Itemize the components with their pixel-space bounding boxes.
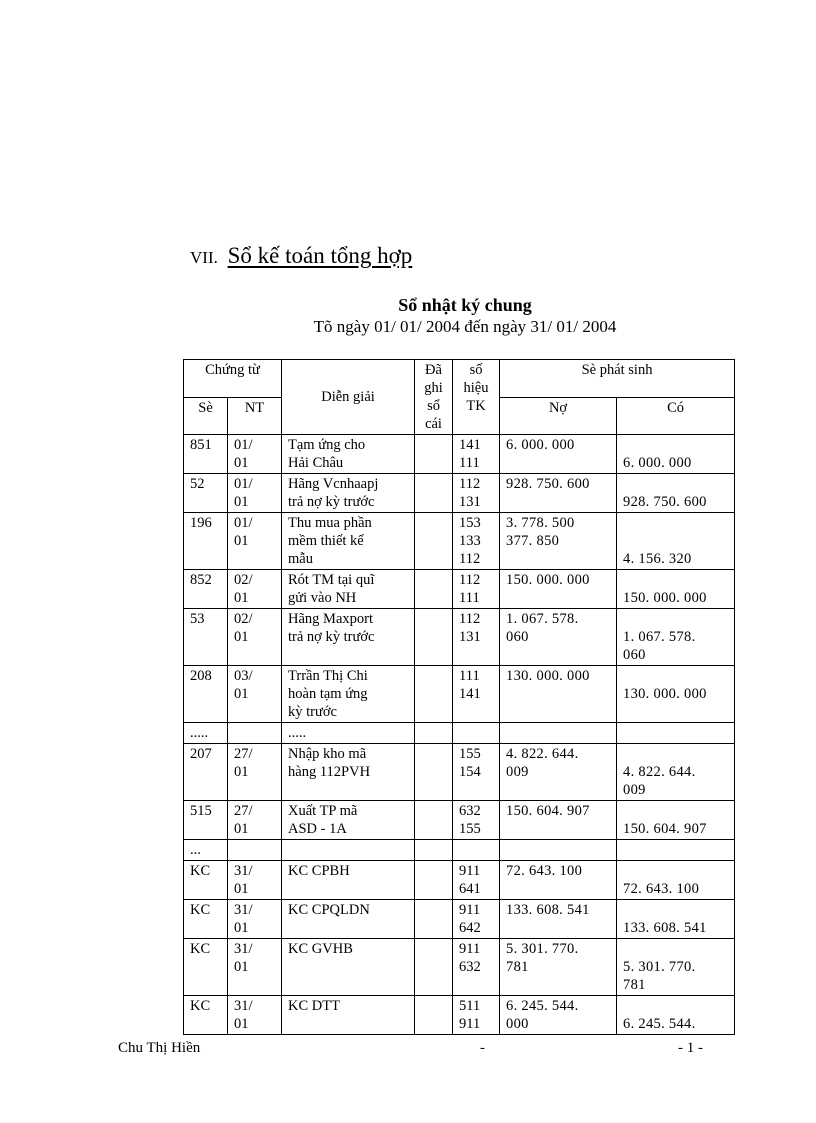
header-se: Sè	[184, 397, 228, 435]
cell-da-ghi-so-cai	[415, 861, 453, 900]
cell-so-chung-tu: 208	[184, 666, 228, 723]
cell-da-ghi-so-cai	[415, 801, 453, 840]
cell-ngay-chung-tu: 31/ 01	[228, 861, 282, 900]
cell-no: 130. 000. 000	[500, 666, 617, 723]
header-co: Có	[617, 397, 735, 435]
cell-so-hieu-tk: 141 111	[453, 435, 500, 474]
header-so-hieu-tk: số hiệu TK	[453, 360, 500, 435]
cell-no: 150. 000. 000	[500, 570, 617, 609]
header-so-phat-sinh: Sè phát sinh	[500, 360, 735, 398]
cell-so-hieu-tk	[453, 723, 500, 744]
cell-no: 4. 822. 644. 009	[500, 744, 617, 801]
footer-separator: -	[480, 1040, 485, 1056]
cell-so-chung-tu: 852	[184, 570, 228, 609]
cell-ngay-chung-tu: 31/ 01	[228, 939, 282, 996]
cell-dien-giai: Rót TM tại quĩ gửi vào NH	[282, 570, 415, 609]
cell-da-ghi-so-cai	[415, 744, 453, 801]
header-nt: NT	[228, 397, 282, 435]
cell-ngay-chung-tu: 03/ 01	[228, 666, 282, 723]
table-row	[184, 744, 735, 801]
cell-da-ghi-so-cai	[415, 474, 453, 513]
cell-no: 3. 778. 500 377. 850	[500, 513, 617, 570]
cell-da-ghi-so-cai	[415, 840, 453, 861]
cell-co: 72. 643. 100	[617, 861, 735, 900]
cell-co	[617, 840, 735, 861]
cell-co: 150. 000. 000	[617, 570, 735, 609]
cell-so-hieu-tk: 911 641	[453, 861, 500, 900]
cell-no	[500, 840, 617, 861]
cell-dien-giai: Trrần Thị Chi hoàn tạm ứng kỳ trước	[282, 666, 415, 723]
cell-ngay-chung-tu: 27/ 01	[228, 744, 282, 801]
header-da-ghi-so-cai: Đã ghi sổ cái	[415, 360, 453, 435]
cell-dien-giai: KC DTT	[282, 996, 415, 1035]
cell-so-hieu-tk: 112 131	[453, 474, 500, 513]
cell-so-hieu-tk: 632 155	[453, 801, 500, 840]
cell-da-ghi-so-cai	[415, 996, 453, 1035]
section-title: Sổ kế toán tổng hợp	[227, 243, 413, 268]
cell-so-hieu-tk: 911 632	[453, 939, 500, 996]
table-row	[184, 609, 735, 666]
cell-no: 5. 301. 770. 781	[500, 939, 617, 996]
cell-dien-giai	[282, 840, 415, 861]
table-row	[184, 996, 735, 1035]
cell-dien-giai: Hãng Vcnhaapj trả nợ kỳ trước	[282, 474, 415, 513]
cell-dien-giai: KC CPQLDN	[282, 900, 415, 939]
cell-ngay-chung-tu: 31/ 01	[228, 900, 282, 939]
cell-dien-giai: KC GVHB	[282, 939, 415, 996]
cell-no: 150. 604. 907	[500, 801, 617, 840]
cell-so-hieu-tk: 112 111	[453, 570, 500, 609]
cell-ngay-chung-tu: 27/ 01	[228, 801, 282, 840]
cell-co: 6. 000. 000	[617, 435, 735, 474]
footer-page-number: - 1 -	[678, 1040, 703, 1056]
cell-so-hieu-tk: 111 141	[453, 666, 500, 723]
cell-no: 928. 750. 600	[500, 474, 617, 513]
cell-no	[500, 723, 617, 744]
cell-ngay-chung-tu	[228, 723, 282, 744]
table-row	[184, 840, 735, 861]
cell-so-chung-tu: 207	[184, 744, 228, 801]
cell-co: 928. 750. 600	[617, 474, 735, 513]
cell-so-hieu-tk	[453, 840, 500, 861]
cell-co: 5. 301. 770. 781	[617, 939, 735, 996]
table-row	[184, 801, 735, 840]
table-row	[184, 723, 735, 744]
header-no: Nợ	[500, 397, 617, 435]
cell-so-chung-tu: 52	[184, 474, 228, 513]
cell-co: 4. 156. 320	[617, 513, 735, 570]
cell-no: 133. 608. 541	[500, 900, 617, 939]
cell-dien-giai: Hãng Maxport trả nợ kỳ trước	[282, 609, 415, 666]
cell-dien-giai: Nhập kho mã hàng 112PVH	[282, 744, 415, 801]
ledger-title: Sổ nhật ký chung	[398, 295, 532, 315]
table-row	[184, 474, 735, 513]
cell-ngay-chung-tu: 31/ 01	[228, 996, 282, 1035]
cell-so-chung-tu: KC	[184, 900, 228, 939]
cell-co: 130. 000. 000	[617, 666, 735, 723]
table-row	[184, 513, 735, 570]
cell-dien-giai: KC CPBH	[282, 861, 415, 900]
cell-ngay-chung-tu: 01/ 01	[228, 474, 282, 513]
cell-ngay-chung-tu: 01/ 01	[228, 513, 282, 570]
cell-ngay-chung-tu	[228, 840, 282, 861]
cell-no: 6. 000. 000	[500, 435, 617, 474]
cell-dien-giai: Tạm ứng cho Hải Châu	[282, 435, 415, 474]
cell-ngay-chung-tu: 01/ 01	[228, 435, 282, 474]
cell-so-chung-tu: KC	[184, 996, 228, 1035]
section-heading	[190, 243, 412, 269]
table-row	[184, 861, 735, 900]
cell-co: 150. 604. 907	[617, 801, 735, 840]
header-dien-giai: Diễn giải	[282, 360, 415, 435]
cell-da-ghi-so-cai	[415, 900, 453, 939]
header-row-1	[184, 360, 735, 398]
cell-so-chung-tu: 53	[184, 609, 228, 666]
cell-ngay-chung-tu: 02/ 01	[228, 609, 282, 666]
table-row	[184, 570, 735, 609]
cell-so-chung-tu: KC	[184, 861, 228, 900]
cell-no: 6. 245. 544. 000	[500, 996, 617, 1035]
cell-co: 6. 245. 544.	[617, 996, 735, 1035]
header-chung-tu: Chứng từ	[184, 360, 282, 398]
cell-da-ghi-so-cai	[415, 723, 453, 744]
cell-co	[617, 723, 735, 744]
cell-co: 1. 067. 578. 060	[617, 609, 735, 666]
ledger-period: Tõ ngày 01/ 01/ 2004 đến ngày 31/ 01/ 2004	[313, 317, 617, 336]
cell-da-ghi-so-cai	[415, 666, 453, 723]
cell-so-chung-tu: 515	[184, 801, 228, 840]
cell-co: 133. 608. 541	[617, 900, 735, 939]
cell-da-ghi-so-cai	[415, 435, 453, 474]
ledger-body	[184, 435, 735, 1035]
cell-so-chung-tu: 196	[184, 513, 228, 570]
section-number: VII.	[190, 248, 218, 267]
cell-dien-giai: Thu mua phần mềm thiết kế mẫu	[282, 513, 415, 570]
cell-ngay-chung-tu: 02/ 01	[228, 570, 282, 609]
cell-da-ghi-so-cai	[415, 609, 453, 666]
cell-so-chung-tu: .....	[184, 723, 228, 744]
cell-dien-giai: .....	[282, 723, 415, 744]
cell-da-ghi-so-cai	[415, 513, 453, 570]
cell-so-hieu-tk: 112 131	[453, 609, 500, 666]
cell-so-chung-tu: 851	[184, 435, 228, 474]
cell-no: 72. 643. 100	[500, 861, 617, 900]
cell-co: 4. 822. 644. 009	[617, 744, 735, 801]
table-row	[184, 900, 735, 939]
cell-no: 1. 067. 578. 060	[500, 609, 617, 666]
cell-so-chung-tu: KC	[184, 939, 228, 996]
cell-so-hieu-tk: 155 154	[453, 744, 500, 801]
table-row	[184, 666, 735, 723]
table-row	[184, 435, 735, 474]
cell-so-hieu-tk: 511 911	[453, 996, 500, 1035]
cell-so-hieu-tk: 153 133 112	[453, 513, 500, 570]
cell-da-ghi-so-cai	[415, 570, 453, 609]
cell-da-ghi-so-cai	[415, 939, 453, 996]
cell-so-hieu-tk: 911 642	[453, 900, 500, 939]
general-journal-table	[183, 359, 735, 1035]
cell-so-chung-tu: ...	[184, 840, 228, 861]
table-row	[184, 939, 735, 996]
cell-dien-giai: Xuất TP mã ASD - 1A	[282, 801, 415, 840]
footer-author: Chu Thị Hiền	[118, 1040, 201, 1056]
